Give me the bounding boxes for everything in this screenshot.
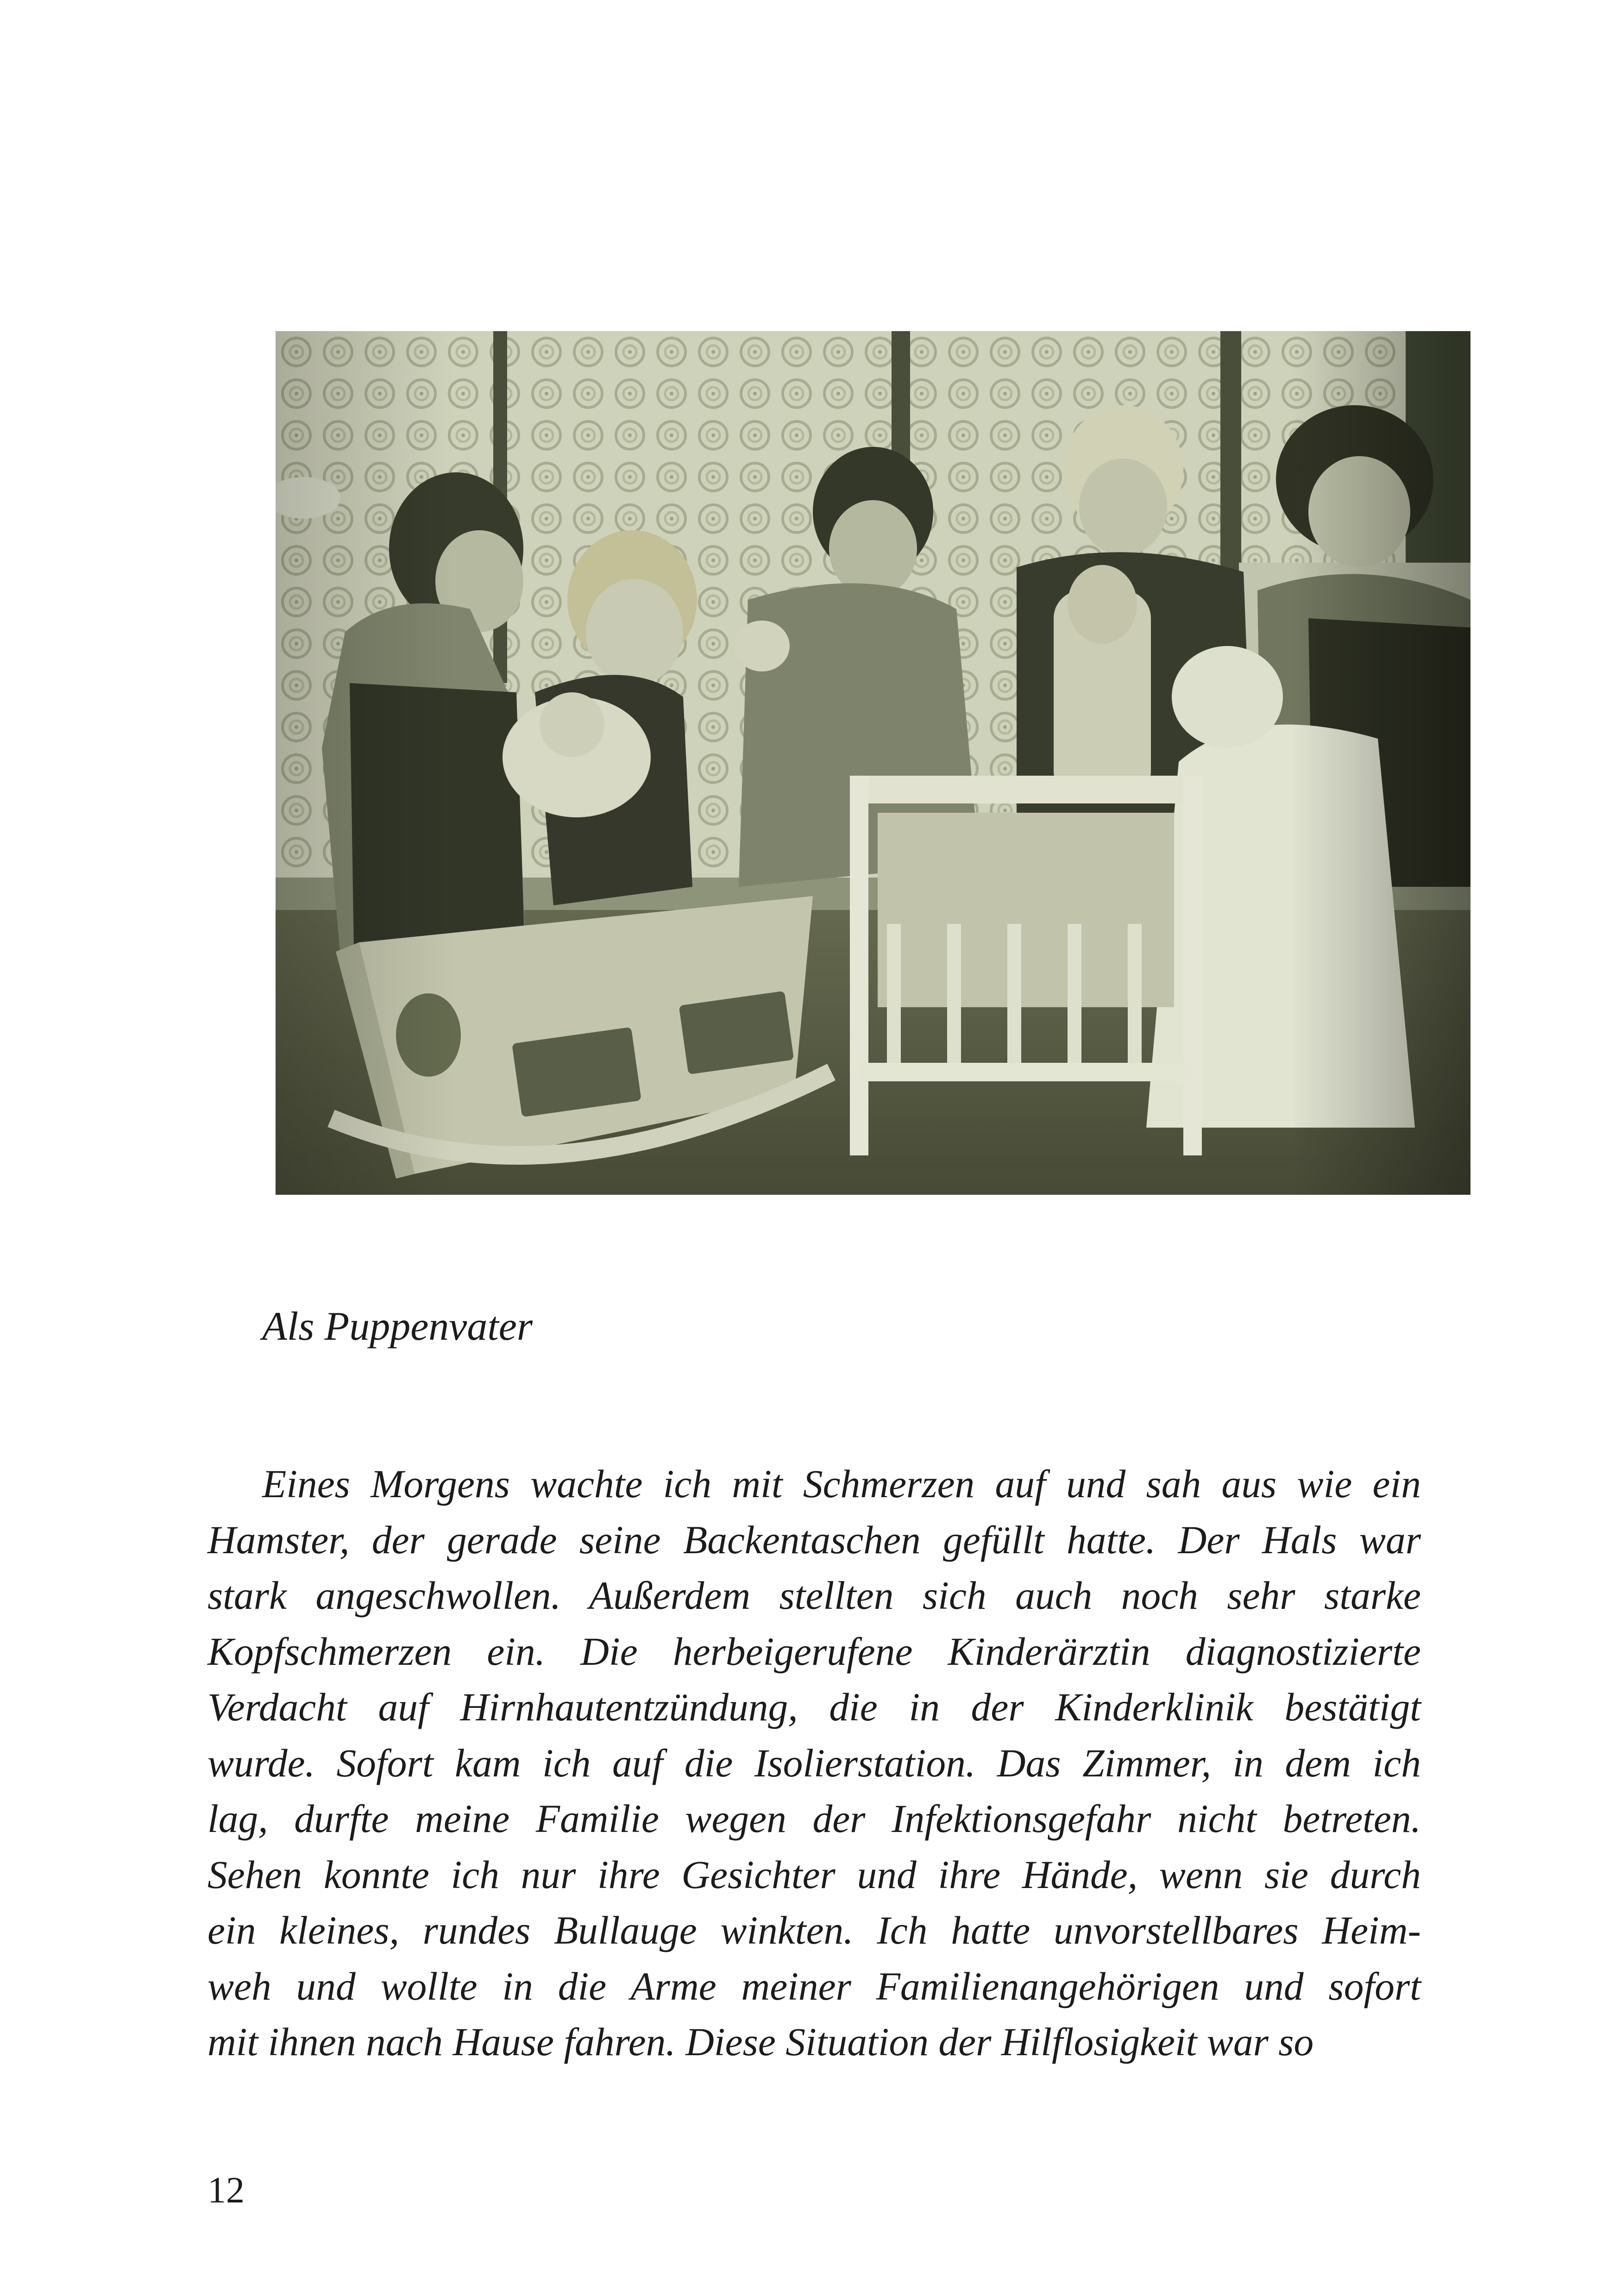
paragraph-line: mit ihnen nach Hause fahren. Diese Situation der Hilflosigkeit war so: [207, 2020, 1314, 2064]
paragraph-line: Hamster, der gerade seine Backentaschen gefüllt hatte. Der Hals war: [207, 1518, 1421, 1562]
paragraph-line: Eines Morgens wachte ich mit Schmerzen auf und sah aus wie ein: [262, 1462, 1421, 1506]
photo-caption: Als Puppenvater: [262, 1304, 533, 1349]
body-paragraph: [207, 1456, 1421, 2070]
paragraph-line: stark angeschwollen. Außerdem stellten sich auch noch sehr starke: [207, 1574, 1421, 1618]
photograph-children-with-dolls-icon: [276, 331, 1470, 1195]
photograph: [276, 331, 1470, 1195]
paragraph-line: lag, durfte meine Familie wegen der Infektionsgefahr nicht betreten.: [207, 1797, 1421, 1841]
page-number: 12: [207, 2170, 245, 2211]
paragraph-line: Sehen konnte ich nur ihre Gesichter und ihre Hände, wenn sie durch: [207, 1853, 1421, 1897]
paragraph-line: Verdacht auf Hirnhautentzündung, die in der Kinderklinik bestätigt: [207, 1686, 1421, 1729]
paragraph-line: ein kleines, rundes Bullauge winkten. Ich hatte unvorstellbares Heim-: [207, 1909, 1421, 1952]
paragraph-line: Kopfschmerzen ein. Die herbeigerufene Kinderärztin diagnostizierte: [207, 1630, 1421, 1674]
paragraph-line: wurde. Sofort kam ich auf die Isolierstation. Das Zimmer, in dem ich: [207, 1741, 1421, 1785]
paragraph-line: weh und wollte in die Arme meiner Familienangehörigen und sofort: [207, 1964, 1421, 2008]
